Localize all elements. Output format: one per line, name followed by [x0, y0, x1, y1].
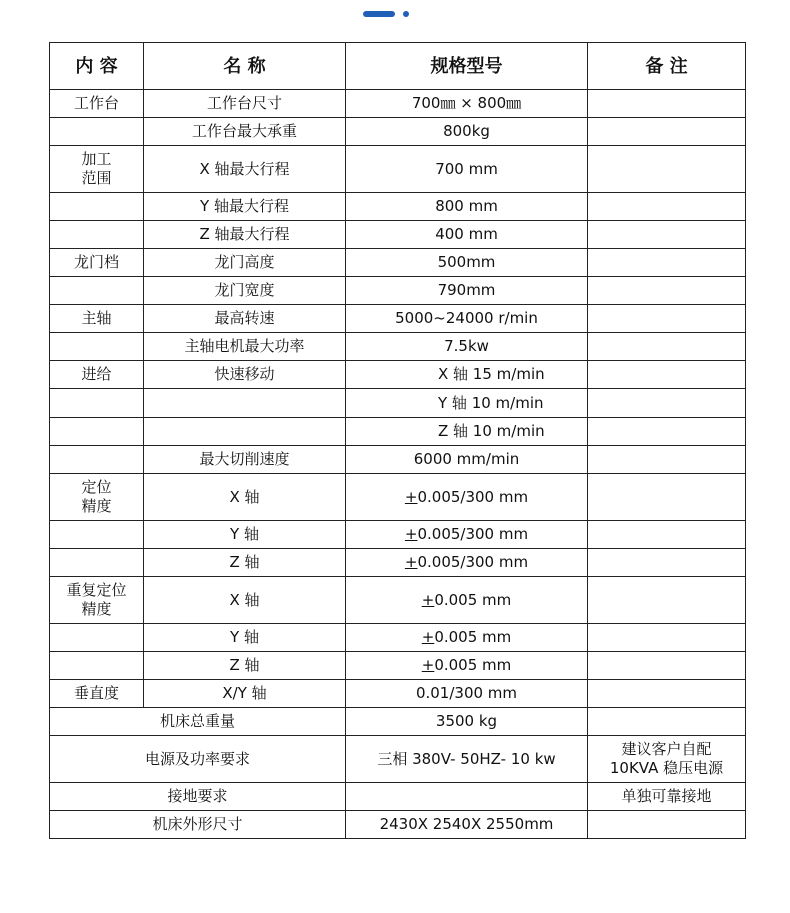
row-note: [588, 193, 746, 221]
merged-label: 电源及功率要求: [50, 736, 346, 783]
row-name: X 轴: [144, 474, 346, 521]
spec-value: 0.005 mm: [434, 590, 512, 609]
row-spec: [346, 549, 588, 577]
row-note: [588, 577, 746, 624]
row-note: [588, 418, 746, 446]
row-name: X 轴: [144, 577, 346, 624]
table-row: [50, 146, 746, 193]
spec-value: 0.005 mm: [434, 656, 512, 674]
row-content: 定位 精度: [50, 474, 144, 521]
table-row: [50, 521, 746, 549]
row-name: 工作台尺寸: [144, 90, 346, 118]
row-content: [50, 193, 144, 221]
table-row: [50, 577, 746, 624]
row-name: 主轴电机最大功率: [144, 333, 346, 361]
row-name: X/Y 轴: [144, 680, 346, 708]
row-spec: 800kg: [346, 118, 588, 146]
table-row: [50, 389, 746, 418]
row-content: 主轴: [50, 305, 144, 333]
table-row: [50, 305, 746, 333]
row-note: [588, 118, 746, 146]
plus-minus-sign: +: [421, 590, 435, 609]
merged-note: [588, 708, 746, 736]
table-row: [50, 333, 746, 361]
row-content: [50, 389, 144, 418]
row-name: 龙门宽度: [144, 277, 346, 305]
row-name: 最大切削速度: [144, 446, 346, 474]
row-name: 龙门高度: [144, 249, 346, 277]
table-row: [50, 736, 746, 783]
plus-minus-sign: +: [421, 628, 435, 646]
row-note: [588, 90, 746, 118]
plus-minus-sign: +: [404, 525, 418, 543]
row-spec: [346, 521, 588, 549]
row-spec: Y 轴 10 m/min: [346, 389, 588, 418]
row-spec: 7.5kw: [346, 333, 588, 361]
table-row: [50, 249, 746, 277]
table-row: [50, 708, 746, 736]
row-name: [144, 389, 346, 418]
table-row: [50, 474, 746, 521]
row-spec: 400 mm: [346, 221, 588, 249]
row-note: [588, 361, 746, 389]
header-note: 备 注: [588, 43, 746, 90]
table-row: [50, 446, 746, 474]
row-spec: [346, 624, 588, 652]
row-spec: 5000~24000 r/min: [346, 305, 588, 333]
row-note: [588, 521, 746, 549]
row-name: 工作台最大承重: [144, 118, 346, 146]
table-header-row: [50, 43, 746, 90]
spec-value: 0.005/300 mm: [417, 553, 529, 571]
table-row: [50, 118, 746, 146]
spec-value: 0.005/300 mm: [417, 525, 529, 543]
row-content: [50, 118, 144, 146]
row-name: Z 轴: [144, 549, 346, 577]
merged-note: 建议客户自配 10KVA 稳压电源: [588, 736, 746, 783]
spec-value: 0.005 mm: [434, 628, 512, 646]
table-body: [50, 90, 746, 839]
row-note: [588, 680, 746, 708]
row-note: [588, 549, 746, 577]
table-row: [50, 652, 746, 680]
table-row: [50, 783, 746, 811]
table-row: [50, 549, 746, 577]
row-note: [588, 389, 746, 418]
row-spec: 800 mm: [346, 193, 588, 221]
row-content: [50, 221, 144, 249]
row-spec: [346, 474, 588, 521]
spec-table: [49, 42, 746, 839]
row-content: [50, 277, 144, 305]
row-spec: 790mm: [346, 277, 588, 305]
header-name: 名 称: [144, 43, 346, 90]
row-spec: [346, 652, 588, 680]
row-name: Y 轴: [144, 624, 346, 652]
row-content: [50, 521, 144, 549]
row-note: [588, 249, 746, 277]
table-row: [50, 811, 746, 839]
row-spec: 500mm: [346, 249, 588, 277]
page-indicator-dot: [403, 11, 409, 17]
header-content: 内 容: [50, 43, 144, 90]
row-content: 加工 范围: [50, 146, 144, 193]
row-content: [50, 624, 144, 652]
table-row: [50, 193, 746, 221]
row-note: [588, 305, 746, 333]
row-content: [50, 549, 144, 577]
row-content: 工作台: [50, 90, 144, 118]
row-spec: 700 mm: [346, 146, 588, 193]
row-content: 进给: [50, 361, 144, 389]
row-content: [50, 333, 144, 361]
row-name: 最高转速: [144, 305, 346, 333]
table-row: [50, 221, 746, 249]
row-content: [50, 446, 144, 474]
row-note: [588, 221, 746, 249]
row-content: [50, 652, 144, 680]
row-spec: 6000 mm/min: [346, 446, 588, 474]
row-note: [588, 474, 746, 521]
plus-minus-sign: +: [404, 553, 418, 571]
page-indicator-active: [363, 11, 395, 17]
row-name: Z 轴最大行程: [144, 221, 346, 249]
spec-value: 0.005/300 mm: [417, 487, 529, 506]
row-name: [144, 418, 346, 446]
row-spec: Z 轴 10 m/min: [346, 418, 588, 446]
row-content: 龙门档: [50, 249, 144, 277]
row-note: [588, 146, 746, 193]
merged-note: [588, 811, 746, 839]
row-content: [50, 418, 144, 446]
row-note: [588, 277, 746, 305]
row-name: Z 轴: [144, 652, 346, 680]
merged-note: 单独可靠接地: [588, 783, 746, 811]
row-name: 快速移动: [144, 361, 346, 389]
row-note: [588, 624, 746, 652]
merged-label: 机床总重量: [50, 708, 346, 736]
table-row: [50, 680, 746, 708]
row-name: Y 轴最大行程: [144, 193, 346, 221]
row-content: 垂直度: [50, 680, 144, 708]
row-spec: 700㎜ × 800㎜: [346, 90, 588, 118]
merged-spec: 三相 380V- 50HZ- 10 kw: [346, 736, 588, 783]
row-note: [588, 446, 746, 474]
row-spec: [346, 577, 588, 624]
table-row: [50, 361, 746, 389]
header-spec: 规格型号: [346, 43, 588, 90]
table-row: [50, 624, 746, 652]
row-spec: 0.01/300 mm: [346, 680, 588, 708]
row-note: [588, 333, 746, 361]
table-row: [50, 418, 746, 446]
row-name: X 轴最大行程: [144, 146, 346, 193]
row-spec: X 轴 15 m/min: [346, 361, 588, 389]
row-name: Y 轴: [144, 521, 346, 549]
row-content: 重复定位 精度: [50, 577, 144, 624]
merged-spec: 2430X 2540X 2550mm: [346, 811, 588, 839]
merged-label: 机床外形尺寸: [50, 811, 346, 839]
row-note: [588, 652, 746, 680]
merged-spec: 3500 kg: [346, 708, 588, 736]
merged-label: 接地要求: [50, 783, 346, 811]
table-row: [50, 277, 746, 305]
plus-minus-sign: +: [404, 487, 418, 506]
plus-minus-sign: +: [421, 656, 435, 674]
merged-spec: [346, 783, 588, 811]
table-row: [50, 90, 746, 118]
